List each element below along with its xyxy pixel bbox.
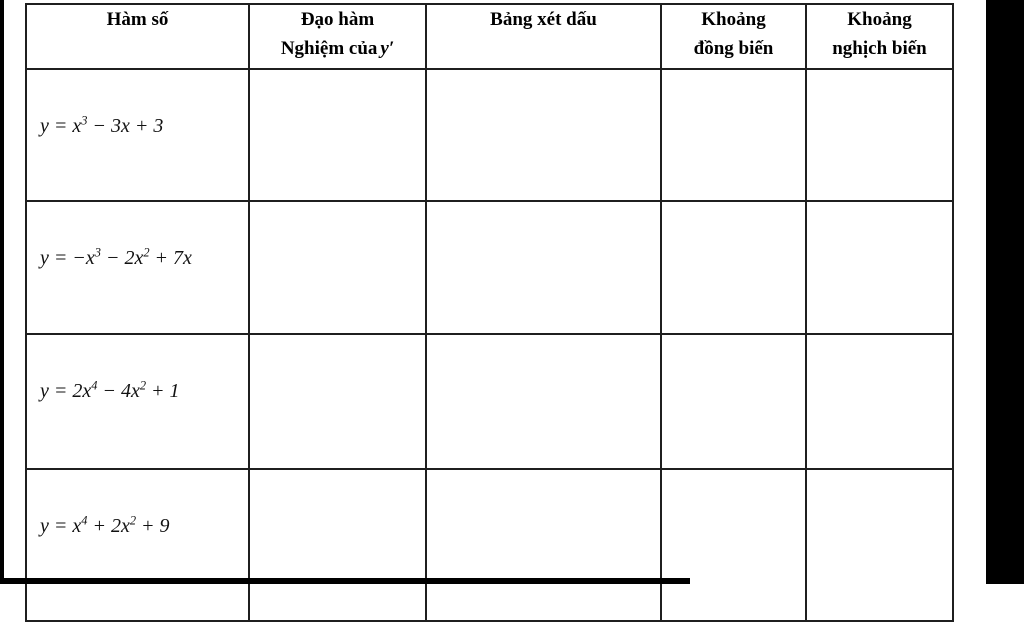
increasing-interval-cell xyxy=(661,201,806,334)
header-derivative-line2-text: Nghiệm của xyxy=(280,38,378,59)
derivative-cell xyxy=(249,334,426,469)
column-header-decreasing xyxy=(806,4,953,69)
increasing-interval-cell xyxy=(661,469,806,621)
math-formula: $y = x^3 - 3x + 3$ xyxy=(40,113,164,137)
increasing-interval-cell xyxy=(661,334,806,469)
column-header-increasing xyxy=(661,4,806,69)
decreasing-interval-cell xyxy=(806,334,953,469)
function-cell xyxy=(26,469,249,621)
header-row xyxy=(26,4,953,69)
derivative-cell xyxy=(249,69,426,201)
decreasing-interval-cell xyxy=(806,69,953,201)
column-header-derivative xyxy=(249,4,426,69)
math-formula: $y = 2x^4 - 4x^2 + 1$ xyxy=(40,378,180,402)
sign-table-cell xyxy=(426,69,661,201)
header-sign-table-label: Bảng xét dấu xyxy=(490,9,597,30)
derivative-cell xyxy=(249,201,426,334)
y-prime-symbol: y′ xyxy=(380,38,395,59)
header-derivative-line2 xyxy=(250,34,425,63)
worksheet-table xyxy=(25,3,954,622)
header-increasing-line2: đồng biến xyxy=(693,38,774,59)
decreasing-interval-cell xyxy=(806,469,953,621)
function-cell xyxy=(26,69,249,201)
table-row xyxy=(26,334,953,469)
function-cell xyxy=(26,334,249,469)
math-formula: $y = x^4 + 2x^2 + 9$ xyxy=(40,513,170,537)
column-header-sign-table xyxy=(426,4,661,69)
sign-table-cell xyxy=(426,334,661,469)
function-cell xyxy=(26,201,249,334)
table-row xyxy=(26,201,953,334)
header-increasing-line1: Khoảng xyxy=(701,9,766,30)
column-header-function xyxy=(26,4,249,69)
math-formula: $y = -x^3 - 2x^2 + 7x$ xyxy=(40,245,192,269)
sign-table-cell xyxy=(426,201,661,334)
increasing-interval-cell xyxy=(661,69,806,201)
header-function-label: Hàm số xyxy=(106,9,169,30)
sign-table-cell xyxy=(426,469,661,621)
worksheet-sheet xyxy=(25,3,952,622)
decreasing-interval-cell xyxy=(806,201,953,334)
bottom-crop-bar xyxy=(0,578,690,584)
table-row xyxy=(26,69,953,201)
header-decreasing-line2: nghịch biến xyxy=(832,38,927,59)
derivative-cell xyxy=(249,469,426,621)
header-decreasing-line1: Khoảng xyxy=(847,9,912,30)
left-crop-bar xyxy=(0,0,4,584)
header-derivative-line1: Đạo hàm xyxy=(300,9,375,30)
table-row xyxy=(26,469,953,621)
right-crop-bar xyxy=(986,0,1024,584)
